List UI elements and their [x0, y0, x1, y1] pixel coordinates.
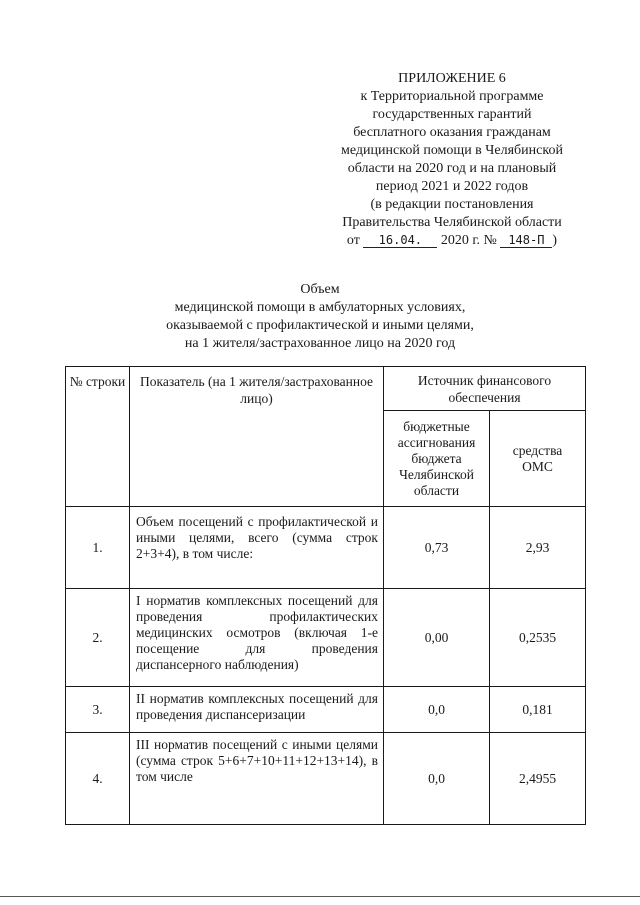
appendix-line: к Территориальной программе — [360, 89, 544, 104]
row-budget-value: 0,0 — [384, 733, 490, 825]
row-indicator: I норматив комплексных посещений для проведения профилактических медицинских осмотров (включая 1-е посещение для проведения диспансерного наблюдения) — [130, 589, 384, 687]
row-oms-value: 0,181 — [490, 687, 586, 733]
appendix-line: государственных гарантий — [372, 107, 532, 122]
row-indicator: II норматив комплексных посещений для проведения диспансеризации — [130, 687, 384, 733]
header-row-number: № строки — [66, 367, 130, 507]
row-budget-value: 0,73 — [384, 507, 490, 589]
year-text: 2020 г. № — [440, 233, 497, 248]
resolution-date-line — [318, 232, 586, 250]
table-row — [66, 589, 586, 687]
row-oms-value: 2,93 — [490, 507, 586, 589]
row-indicator: Объем посещений с профилактической и иными целями, всего (сумма строк 2+3+4), в том числе: — [130, 507, 384, 589]
row-number: 2. — [66, 589, 130, 687]
row-budget-value: 0,00 — [384, 589, 490, 687]
table-row — [66, 687, 586, 733]
document-title-line: оказываемой с профилактической и иными целями, — [166, 318, 474, 333]
row-number: 1. — [66, 507, 130, 589]
header-oms: средства ОМС — [490, 411, 586, 507]
appendix-line: медицинской помощи в Челябинской — [341, 143, 563, 158]
closing-paren: ) — [552, 233, 558, 248]
date-value: 16.04. — [363, 233, 437, 248]
header-funding-source: Источник финансового обеспечения — [384, 367, 586, 411]
document-title — [120, 281, 520, 353]
document-title-line: медицинской помощи в амбулаторных условиях, — [174, 300, 466, 315]
resolution-number: 148-П — [500, 233, 552, 248]
document-title-line: Объем — [300, 282, 340, 297]
appendix-line: Правительства Челябинской области — [342, 215, 562, 230]
table-row — [66, 507, 586, 589]
indicator-table — [65, 366, 586, 825]
header-budget: бюджетные ассигнования бюджета Челябинской области — [384, 411, 490, 507]
page-bottom-divider — [0, 896, 640, 897]
row-oms-value: 0,2535 — [490, 589, 586, 687]
header-indicator: Показатель (на 1 жителя/застрахованное лицо) — [130, 367, 384, 507]
row-indicator: III норматив посещений с иными целями (сумма строк 5+6+7+10+11+12+13+14), в том числе — [130, 733, 384, 825]
appendix-header — [318, 70, 586, 250]
row-budget-value: 0,0 — [384, 687, 490, 733]
table-row — [66, 733, 586, 825]
row-number: 3. — [66, 687, 130, 733]
appendix-line: бесплатного оказания гражданам — [353, 125, 551, 140]
row-number: 4. — [66, 733, 130, 825]
document-title-line: на 1 жителя/застрахованное лицо на 2020 год — [184, 336, 456, 351]
row-oms-value: 2,4955 — [490, 733, 586, 825]
date-prefix: от — [346, 233, 360, 248]
appendix-line: (в редакции постановления — [370, 197, 534, 212]
appendix-title: ПРИЛОЖЕНИЕ 6 — [398, 71, 506, 86]
appendix-line: области на 2020 год и на плановый — [347, 161, 557, 176]
appendix-line: период 2021 и 2022 годов — [375, 179, 529, 194]
